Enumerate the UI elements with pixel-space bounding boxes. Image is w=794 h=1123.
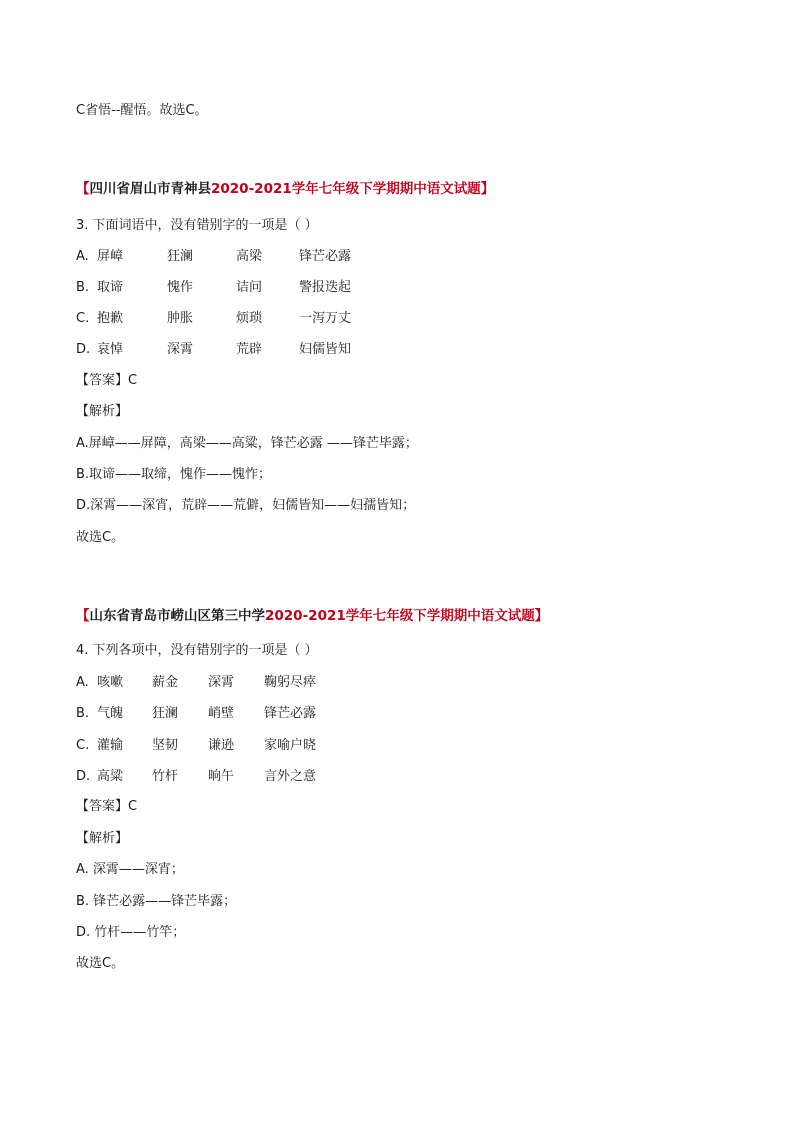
q4-source-region: 山东省青岛市崂山区第三中学 <box>89 608 265 624</box>
option-label: A. <box>76 249 89 264</box>
option-label: C. <box>76 311 90 326</box>
option-word: 高梁 <box>236 249 263 264</box>
q3-analysis-line: D.深霄——深宵，荒辟——荒僻，妇儒皆知——妇孺皆知； <box>76 498 416 513</box>
q3-source-title: 2020-2021学年七年级下学期期中语文试题 <box>211 181 481 197</box>
q3-source-close: 】 <box>480 181 495 197</box>
option-word: 锋芒必露 <box>264 706 317 721</box>
option-word: 狂澜 <box>152 706 179 721</box>
option-word: 气魄 <box>97 706 124 721</box>
option-word: 愧作 <box>167 280 194 295</box>
option-word: 灌输 <box>97 738 124 753</box>
option-word: 抱歉 <box>97 311 124 326</box>
option-word: 深霄 <box>208 675 235 690</box>
option-word: 锋芒必露 <box>299 249 352 264</box>
previous-answer-line: C省悟--醒悟。故选C。 <box>76 103 208 118</box>
q4-source-open: 【 <box>76 608 90 624</box>
option-word: 哀悼 <box>97 342 124 357</box>
q4-source-title: 2020-2021学年七年级下学期期中语文试题 <box>265 608 535 624</box>
q3-analysis-line: B.取谛——取缔，愧作——愧怍； <box>76 467 272 482</box>
option-word: 谦逊 <box>208 738 235 753</box>
q4-source-close: 】 <box>534 608 549 624</box>
option-word: 峭壁 <box>208 706 235 721</box>
option-word: 肿胀 <box>167 311 194 326</box>
option-word: 言外之意 <box>264 769 317 784</box>
q4-answer: 【答案】C <box>76 799 138 814</box>
option-label: D. <box>76 342 91 357</box>
option-word: 狂澜 <box>167 249 194 264</box>
option-word: 取谛 <box>97 280 124 295</box>
option-word: 薪金 <box>152 675 179 690</box>
q3-analysis-line: A.屏嶂——屏障，高梁——高粱，锋芒必露 ——锋芒毕露； <box>76 436 418 451</box>
q3-answer: 【答案】C <box>76 373 138 388</box>
option-label: B. <box>76 280 90 295</box>
option-label: D. <box>76 769 91 784</box>
option-word: 鞠躬尽瘁 <box>264 675 317 690</box>
option-word: 一泻万丈 <box>299 311 352 326</box>
option-word: 荒辟 <box>236 342 263 357</box>
option-label: B. <box>76 706 90 721</box>
option-word: 妇儒皆知 <box>299 342 352 357</box>
option-word: 高粱 <box>97 769 124 784</box>
option-word: 诘问 <box>236 280 263 295</box>
option-word: 晌午 <box>208 769 235 784</box>
q4-analysis-line: 故选C。 <box>76 956 125 971</box>
q4-analysis-line: A. 深霄——深宵； <box>76 862 184 877</box>
q4-analysis-heading: 【解析】 <box>76 831 129 846</box>
option-label: A. <box>76 675 89 690</box>
option-word: 烦琐 <box>236 311 263 326</box>
q4-source <box>76 607 548 625</box>
q4-analysis-line: D. 竹杆——竹竿； <box>76 925 186 940</box>
q3-question: 3. 下面词语中，没有错别字的一项是（ ） <box>76 218 318 233</box>
q3-source <box>76 180 494 198</box>
q3-analysis-line: 故选C。 <box>76 530 125 545</box>
option-word: 咳嗽 <box>97 675 124 690</box>
q3-analysis-heading: 【解析】 <box>76 404 129 419</box>
option-word: 坚韧 <box>152 738 179 753</box>
q4-analysis-line: B. 锋芒必露——锋芒毕露； <box>76 894 237 909</box>
option-word: 家喻户晓 <box>264 738 317 753</box>
option-word: 深霄 <box>167 342 194 357</box>
q3-source-open: 【 <box>76 181 90 197</box>
option-word: 竹杆 <box>152 769 179 784</box>
option-label: C. <box>76 738 90 753</box>
option-word: 警报迭起 <box>299 280 352 295</box>
q3-source-region: 四川省眉山市青神县 <box>89 181 211 197</box>
option-word: 屏嶂 <box>97 249 124 264</box>
q4-question: 4. 下列各项中，没有错别字的一项是（ ） <box>76 643 318 658</box>
